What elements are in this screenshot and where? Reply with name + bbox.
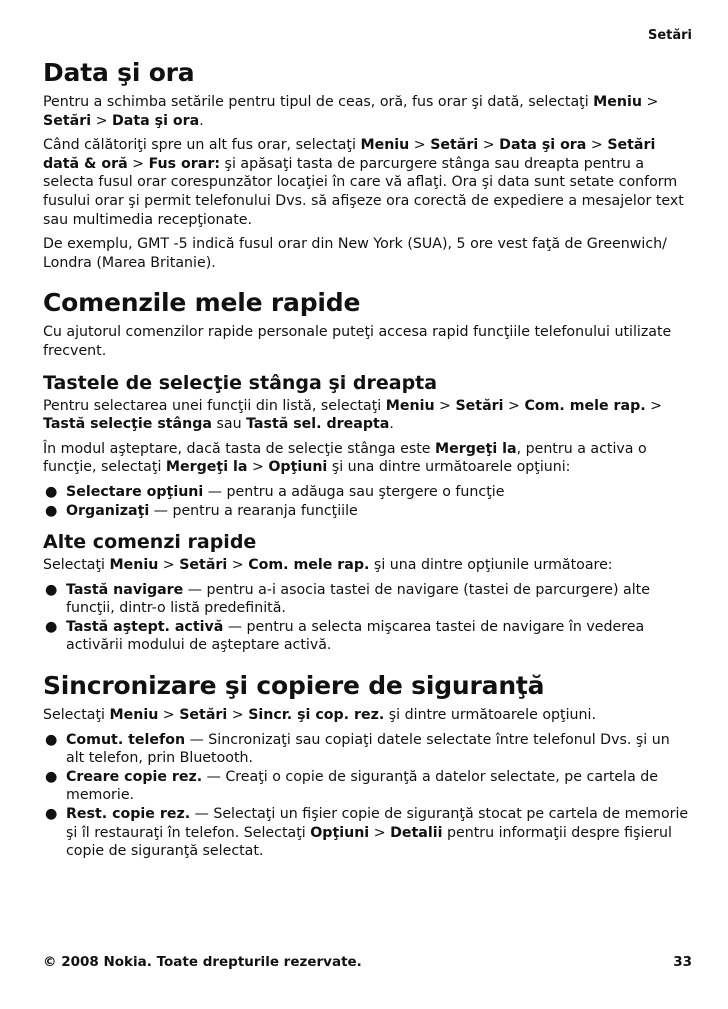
paragraph: Selectaţi Meniu > Setări > Com. mele rap. şi una dintre opţiunile următoare: bbox=[43, 557, 613, 574]
bullet-icon: ● bbox=[45, 483, 58, 500]
bold-term: Meniu bbox=[593, 94, 642, 110]
bold-term: Com. mele rap. bbox=[524, 397, 646, 414]
bold-term: Fus orar: bbox=[148, 155, 221, 172]
subsection-title-other-shortcuts: Alte comenzi rapide bbox=[43, 531, 257, 554]
bold-term: Detalii bbox=[390, 824, 443, 841]
bullet-list bbox=[43, 483, 692, 520]
paragraph: Cu ajutorul comenzilor rapide personale puteţi accesa rapid funcţiile telefonului utilizate frecvent. bbox=[43, 324, 672, 359]
paragraph: Pentru selectarea unei funcţii din listă, selectaţi Meniu > Setări > Com. mele rap. > Tastă selecţie stânga sau Tastă sel. dreapta. bbox=[43, 397, 663, 433]
bold-term: Meniu bbox=[109, 707, 159, 724]
bold-term: Com. mele rap. bbox=[248, 557, 370, 574]
paragraph: De exemplu, GMT -5 indică fusul orar din New York (SUA), 5 ore vest faţă de Greenwich/ Londra (Marea Britanie). bbox=[43, 236, 667, 271]
bold-term: Setări bbox=[455, 397, 504, 414]
bold-term: Sincr. şi cop. rez. bbox=[248, 707, 385, 724]
bold-term: Data şi ora bbox=[499, 137, 587, 154]
bold-term: Meniu bbox=[385, 397, 435, 414]
section-title-shortcuts: Comenzile mele rapide bbox=[43, 288, 361, 318]
running-header: Setări bbox=[647, 28, 692, 43]
bold-term: Selectare opţiuni bbox=[66, 483, 204, 500]
bold-term: Comut. telefon bbox=[66, 731, 186, 748]
bold-term: Tastă aştept. activă bbox=[66, 618, 224, 635]
bullet-list bbox=[43, 731, 692, 861]
bullet-icon: ● bbox=[45, 731, 58, 748]
bold-term: Data şi ora bbox=[111, 112, 200, 129]
subsection-title-selection-keys: Tastele de selecţie stânga şi dreapta bbox=[43, 371, 438, 394]
bold-term: Tastă sel. dreapta bbox=[246, 416, 390, 433]
page-footer bbox=[43, 953, 692, 972]
section-title-sync-backup: Sincronizare şi copiere de siguranţă bbox=[43, 671, 545, 701]
paragraph: Când călătoriţi spre un alt fus orar, selectaţi Meniu > Setări > Data şi ora > Setări dată & oră > Fus orar: şi apăsaţi tasta de parcurgere stânga sau dreapta pentru a selecta fusul orar corespunzător locaţiei în care vă aflaţi. Ora şi data sunt setate conform fusului orar şi permit telefonului Dvs. să afişeze ora corectă de expediere a mesajelor text sau multimedia recepţionate. bbox=[43, 137, 684, 228]
list-item: ● Tastă aştept. activă — pentru a selecta mişcarea tastei de navigare în vederea activării modului de aşteptare activă. bbox=[45, 618, 645, 654]
bullet-icon: ● bbox=[45, 581, 58, 598]
section-sync-backup bbox=[43, 671, 692, 861]
bold-term: Creare copie rez. bbox=[66, 768, 203, 785]
page-number: 33 bbox=[673, 954, 692, 970]
bold-term: Setări bbox=[179, 557, 228, 574]
bold-term: Tastă selecţie stânga bbox=[43, 416, 212, 433]
bullet-icon: ● bbox=[45, 618, 58, 635]
document-page bbox=[43, 0, 692, 1009]
copyright-text: © 2008 Nokia. Toate drepturile rezervate. bbox=[43, 954, 362, 970]
bold-term: Meniu bbox=[360, 137, 410, 154]
bold-term: Setări bbox=[43, 112, 92, 129]
bullet-icon: ● bbox=[45, 768, 58, 785]
bold-term: Setări dată & oră bbox=[43, 137, 656, 172]
bold-term: Mergeţi la bbox=[165, 459, 248, 476]
paragraph: Pentru a schimba setările pentru tipul de ceas, oră, fus orar şi dată, selectaţi Meniu > Setări > Data şi ora. bbox=[43, 94, 659, 129]
paragraph: Selectaţi Meniu > Setări > Sincr. şi cop. rez. şi dintre următoarele opţiuni. bbox=[43, 707, 596, 724]
section-title-date-time: Data şi ora bbox=[43, 58, 195, 87]
bold-term: Rest. copie rez. bbox=[66, 806, 191, 823]
paragraph: În modul aşteptare, dacă tasta de selecţie stânga este Mergeţi la, pentru a activa o funcţie, selectaţi Mergeţi la > Opţiuni şi una dintre următoarele opţiuni: bbox=[43, 440, 647, 476]
page-content bbox=[43, 58, 692, 867]
list-item: ● Comut. telefon — Sincronizaţi sau copiaţi datele selectate între telefonul Dvs. şi un alt telefon, prin Bluetooth. bbox=[45, 731, 670, 767]
list-item: ● Organizaţi — pentru a rearanja funcţiile bbox=[45, 502, 358, 519]
bold-term: Tastă navigare bbox=[66, 581, 184, 598]
bullet-icon: ● bbox=[45, 806, 58, 823]
bold-term: Mergeţi la bbox=[435, 440, 517, 457]
section-shortcuts bbox=[43, 288, 692, 655]
bullet-list bbox=[43, 581, 692, 655]
list-item: ● Rest. copie rez. — Selectaţi un fişier copie de siguranţă stocat pe cartela de memorie şi îl restauraţi în telefon. Selectaţi Opţiuni > Detalii pentru informaţii despre fişierul copie de siguranţă selectat. bbox=[45, 806, 689, 860]
bold-term: Organizaţi bbox=[66, 502, 150, 519]
bold-term: Opţiuni bbox=[310, 824, 370, 841]
list-item: ● Selectare opţiuni — pentru a adăuga sau ştergere o funcţie bbox=[45, 483, 505, 500]
bullet-icon: ● bbox=[45, 502, 58, 519]
bold-term: Opţiuni bbox=[268, 459, 328, 476]
bold-term: Setări bbox=[179, 707, 228, 724]
list-item: ● Tastă navigare — pentru a-i asocia tastei de navigare (tastei de parcurgere) alte funcţii, dintr-o listă predefinită. bbox=[45, 581, 650, 617]
list-item: ● Creare copie rez. — Creaţi o copie de siguranţă a datelor selectate, pe cartela de memorie. bbox=[45, 768, 659, 804]
bold-term: Meniu bbox=[109, 557, 159, 574]
bold-term: Setări bbox=[430, 137, 479, 154]
